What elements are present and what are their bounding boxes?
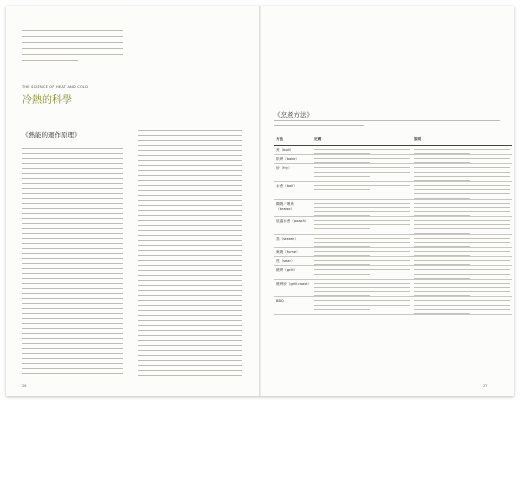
note-cell <box>412 248 512 257</box>
method-name: 燒烤炒（grill-roast） <box>274 279 312 297</box>
method-name: 煎（sear） <box>274 257 312 266</box>
text-line <box>22 30 123 31</box>
cooking-methods-table <box>274 134 512 315</box>
definition-cell <box>312 234 412 247</box>
table-header: 定義 <box>312 134 412 146</box>
table-row <box>274 266 512 279</box>
note-cell <box>412 199 512 217</box>
method-name: 炒（fry） <box>274 164 312 182</box>
method-name: 熏燒（fume） <box>274 248 312 257</box>
definition-cell <box>312 181 412 199</box>
chapter-title: 冷熱的科學 <box>22 95 72 106</box>
method-name: 蒸（steam） <box>274 234 312 247</box>
table-row <box>274 199 512 217</box>
note-cell <box>412 297 512 315</box>
text-line <box>22 36 123 37</box>
table-caption <box>274 120 500 126</box>
note-cell <box>412 279 512 297</box>
table-row <box>274 248 512 257</box>
definition-cell <box>312 199 412 217</box>
note-cell <box>412 266 512 279</box>
note-cell <box>412 217 512 235</box>
table-row <box>274 257 512 266</box>
text-line <box>22 60 78 61</box>
note-cell <box>412 234 512 247</box>
table-header: 說明 <box>412 134 512 146</box>
definition-cell <box>312 164 412 182</box>
method-name: 煮（boil） <box>274 146 312 155</box>
method-name: 低溫水煮（poach） <box>274 217 312 235</box>
section-heading: 《熱能的運作原理》 <box>22 131 81 139</box>
text-line <box>22 54 123 55</box>
note-cell <box>412 164 512 182</box>
table-row <box>274 279 512 297</box>
definition-cell <box>312 146 412 155</box>
note-cell <box>412 155 512 164</box>
method-name: 燒烤（grill） <box>274 266 312 279</box>
table-row <box>274 297 512 315</box>
note-cell <box>412 257 512 266</box>
definition-cell <box>312 279 412 297</box>
definition-cell <box>312 217 412 235</box>
table-row <box>274 217 512 235</box>
book-spread <box>6 6 514 396</box>
right-page <box>261 6 514 396</box>
definition-cell <box>312 266 412 279</box>
note-cell <box>412 181 512 199</box>
section-heading: 《烹煮方法》 <box>274 111 313 119</box>
note-cell <box>412 146 512 155</box>
definition-cell <box>312 297 412 315</box>
table-row <box>274 181 512 199</box>
table-row <box>274 164 512 182</box>
running-head: THE SCIENCE OF HEAT AND COLD <box>22 85 89 89</box>
left-page <box>6 6 259 396</box>
intro-paragraph <box>22 30 123 74</box>
method-name: 水煮（boil） <box>274 181 312 199</box>
definition-cell <box>312 257 412 266</box>
method-name: 燜燒／燉煮（braise） <box>274 199 312 217</box>
text-line <box>22 48 123 49</box>
table-row <box>274 146 512 155</box>
table-header: 方法 <box>274 134 312 146</box>
table-row <box>274 234 512 247</box>
method-name: 烘烤（bake） <box>274 155 312 164</box>
right-column-text <box>138 130 242 376</box>
method-name: BBQ <box>274 297 312 315</box>
text-line <box>22 42 123 43</box>
page-number: 26 <box>22 384 27 388</box>
definition-cell <box>312 155 412 164</box>
definition-cell <box>312 248 412 257</box>
page-number: 27 <box>483 384 488 388</box>
table-header-row <box>274 134 512 146</box>
left-column-text <box>22 148 123 374</box>
table-row <box>274 155 512 164</box>
